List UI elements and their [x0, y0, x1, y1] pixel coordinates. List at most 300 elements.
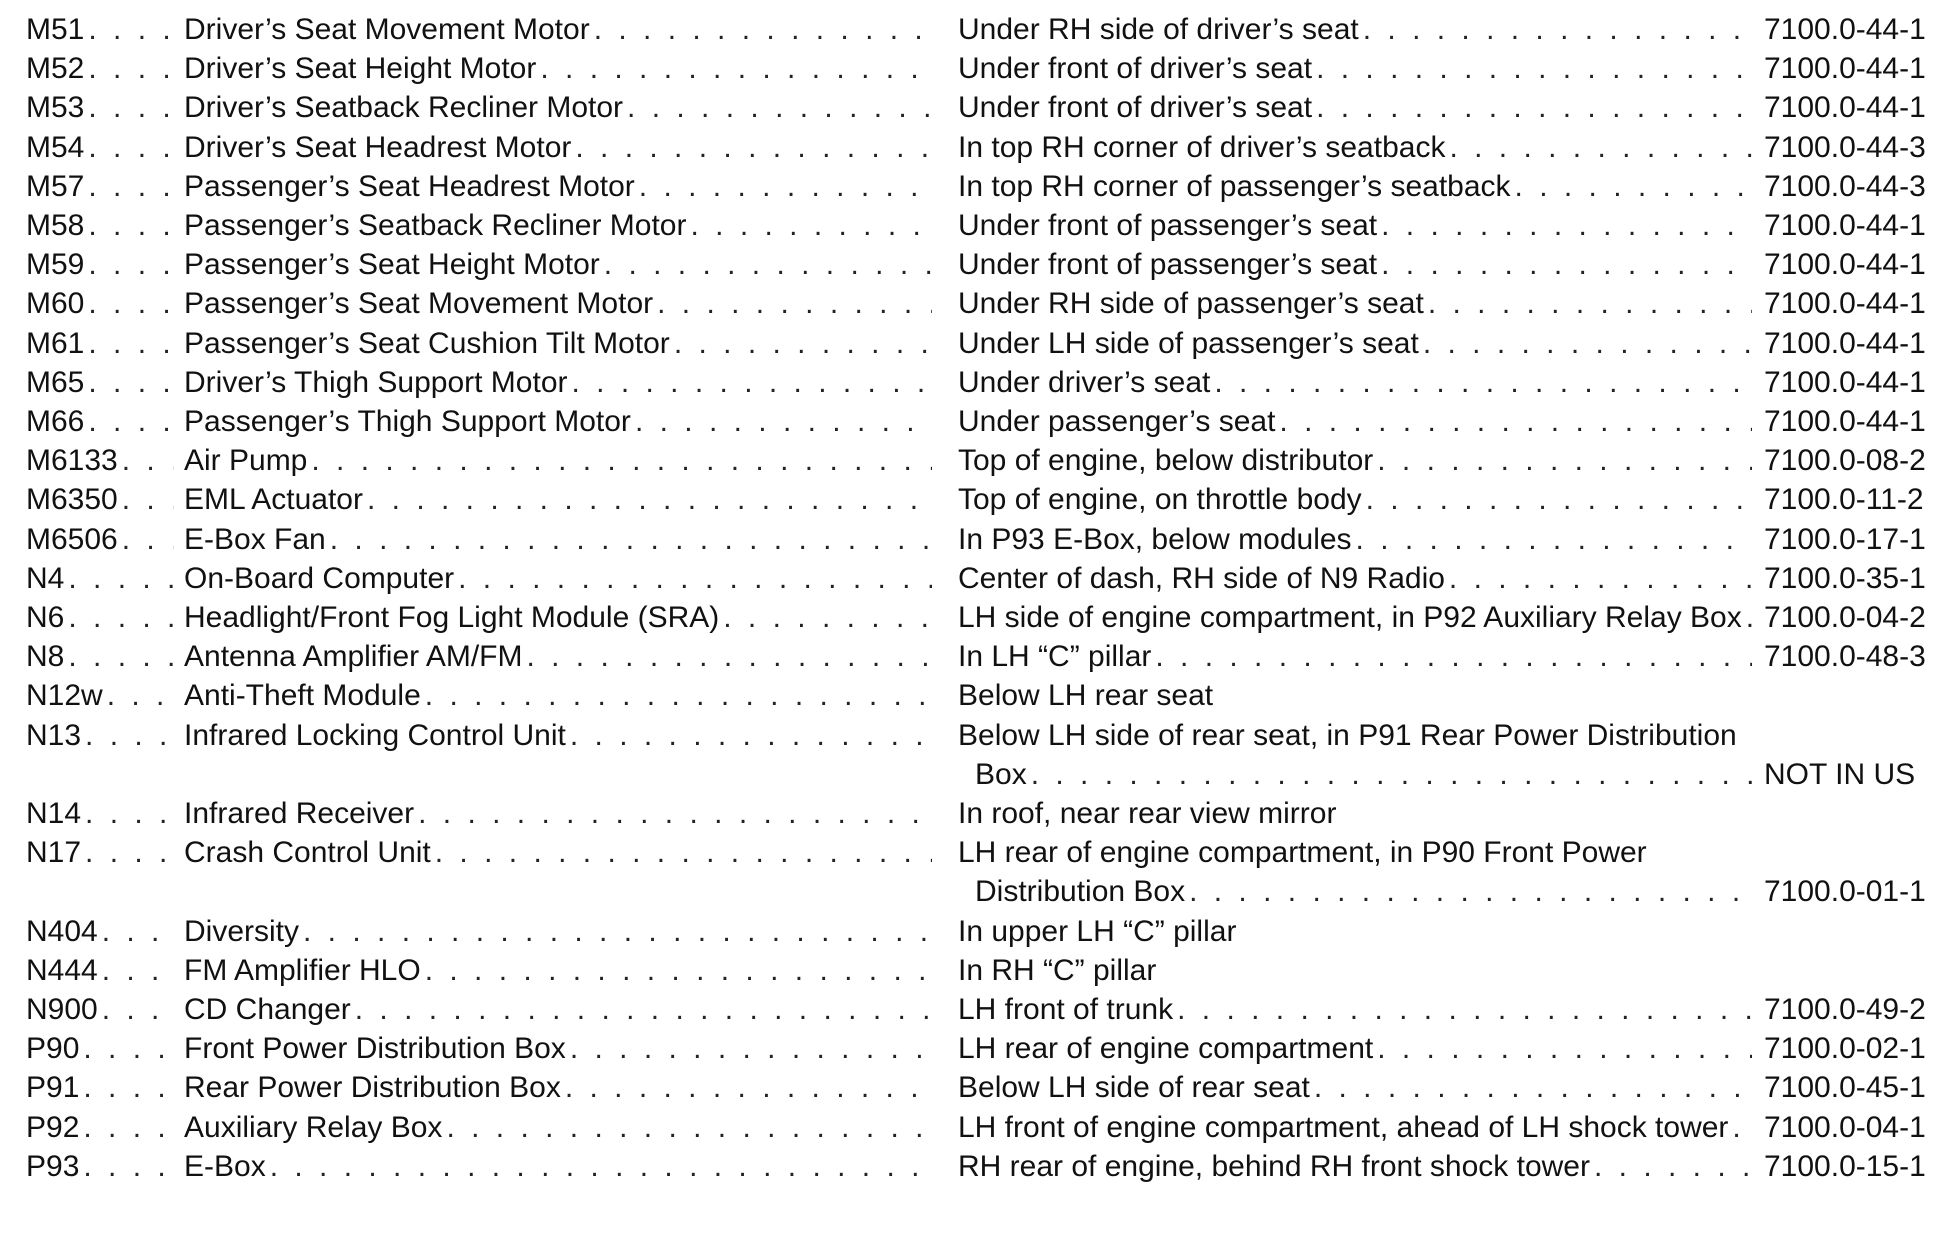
dot-leader [1377, 441, 1752, 480]
component-name-cell [184, 88, 938, 127]
component-name: Driver’s Seat Movement Motor [184, 13, 590, 46]
dot-leader [1366, 480, 1752, 519]
component-location: Under LH side of passenger’s seat [958, 326, 1419, 360]
component-code-cell [26, 245, 180, 284]
dot-leader [723, 598, 932, 637]
dot-leader [1377, 1029, 1752, 1068]
component-code: N900 [26, 993, 98, 1026]
wiring-reference: 7100.0-04-2 [1764, 601, 1926, 634]
dot-leader [1214, 363, 1752, 402]
component-location-cell [958, 206, 1758, 245]
component-name: Driver’s Thigh Support Motor [184, 365, 568, 399]
table-row [0, 951, 1936, 990]
dot-leader [122, 441, 174, 480]
component-code-cell [26, 676, 180, 715]
table-row [0, 206, 1936, 245]
component-location-cell [958, 637, 1758, 676]
component-code: N8 [26, 640, 65, 674]
table-row [0, 167, 1936, 206]
dot-leader [88, 363, 174, 402]
dot-leader [102, 912, 174, 951]
component-name-cell [184, 1147, 938, 1186]
wiring-reference: 7100.0-44-1 [1764, 13, 1926, 46]
dot-leader [1314, 1068, 1752, 1107]
component-name: Passenger’s Seat Height Motor [184, 248, 600, 282]
component-name: E-Box Fan [184, 522, 326, 556]
table-row [0, 1029, 1936, 1068]
component-location-cell [975, 755, 1758, 794]
dot-leader [83, 1029, 174, 1068]
component-code-cell [26, 206, 180, 245]
component-location-cell [958, 716, 1758, 755]
component-location-cell [958, 912, 1758, 951]
component-code: P92 [26, 1110, 80, 1144]
component-location-cell [958, 1147, 1758, 1186]
dot-leader [88, 324, 174, 363]
component-location-cell [958, 88, 1758, 127]
component-name-cell [184, 441, 938, 480]
wiring-reference: 7100.0-44-1 [1764, 248, 1926, 282]
component-location-cell [958, 480, 1758, 519]
dot-leader [1363, 10, 1752, 49]
component-location-cell [958, 245, 1758, 284]
table-row [0, 598, 1936, 637]
component-code: M65 [26, 365, 85, 399]
component-name-cell [184, 676, 938, 715]
dot-leader [1189, 872, 1752, 911]
component-location-cell [958, 676, 1758, 715]
dot-leader [690, 206, 932, 245]
table-row [0, 441, 1936, 480]
component-location-cell [975, 872, 1758, 911]
table-row [0, 10, 1936, 49]
component-name-cell [184, 245, 938, 284]
dot-leader [575, 128, 932, 167]
component-code: N4 [26, 561, 65, 595]
dot-leader [88, 245, 174, 284]
component-code-cell [26, 1029, 180, 1068]
component-name-cell [184, 480, 938, 519]
table-row [0, 324, 1936, 363]
dot-leader [83, 1108, 174, 1147]
component-location-cell [958, 324, 1758, 363]
table-row [0, 88, 1936, 127]
component-code: M6350 [26, 483, 118, 517]
table-row [0, 716, 1936, 755]
component-name: Infrared Locking Control Unit [184, 718, 566, 752]
table-row [0, 363, 1936, 402]
component-code: M51 [26, 13, 85, 46]
dot-leader [102, 990, 174, 1029]
component-code-cell [26, 951, 180, 990]
component-location: Under RH side of passenger’s seat [958, 287, 1424, 321]
component-code: M52 [26, 52, 85, 86]
dot-leader [1449, 128, 1752, 167]
component-code-cell [26, 49, 180, 88]
component-code-cell [26, 559, 180, 598]
component-location: LH side of engine compartment, in P92 Auxiliary Relay Box [958, 601, 1742, 634]
component-code: M59 [26, 248, 85, 282]
component-location-cell [958, 794, 1758, 833]
table-row [0, 637, 1936, 676]
component-code-cell [26, 1147, 180, 1186]
component-name-cell [184, 794, 938, 833]
dot-leader [1428, 284, 1752, 323]
component-name-cell [184, 10, 938, 49]
dot-leader [526, 637, 932, 676]
dot-leader [68, 559, 174, 598]
dot-leader [367, 480, 932, 519]
component-location: Top of engine, below distributor [958, 444, 1374, 478]
component-name-cell [184, 1108, 938, 1147]
component-name: Anti-Theft Module [184, 679, 421, 713]
dot-leader [1381, 206, 1752, 245]
component-location: Distribution Box [975, 875, 1186, 909]
component-code: M60 [26, 287, 85, 321]
component-name: EML Actuator [184, 483, 363, 517]
component-location: LH rear of engine compartment, in P90 Front Power [958, 836, 1647, 870]
component-name-cell [184, 951, 938, 990]
component-location: In RH “C” pillar [958, 953, 1157, 987]
dot-leader [604, 245, 932, 284]
dot-leader [1031, 755, 1752, 794]
dot-leader [674, 324, 932, 363]
dot-leader [1316, 49, 1752, 88]
component-code: M53 [26, 91, 85, 125]
component-code: N404 [26, 914, 98, 948]
table-row [0, 912, 1936, 951]
component-name: Infrared Receiver [184, 797, 415, 830]
table-row-continuation [0, 755, 1936, 794]
component-name: Headlight/Front Fog Light Module (SRA) [184, 601, 720, 634]
component-name: Rear Power Distribution Box [184, 1071, 561, 1105]
component-location: Below LH side of rear seat, in P91 Rear Power Distribution [958, 718, 1737, 752]
wiring-reference: 7100.0-45-1 [1764, 1071, 1926, 1105]
component-name-cell [184, 363, 938, 402]
component-name-cell [184, 402, 938, 441]
component-name: Diversity [184, 914, 300, 948]
component-code-cell [26, 794, 180, 833]
component-location-cell [958, 951, 1758, 990]
dot-leader [418, 794, 932, 833]
table-row [0, 520, 1936, 559]
component-location: LH rear of engine compartment [958, 1032, 1374, 1066]
dot-leader [435, 833, 932, 872]
component-code-cell [26, 88, 180, 127]
component-code: M6506 [26, 522, 118, 556]
component-location-cell [958, 1029, 1758, 1068]
component-location-cell [958, 167, 1758, 206]
component-name-cell [184, 324, 938, 363]
component-location: RH rear of engine, behind RH front shock tower [958, 1149, 1590, 1183]
component-name: Air Pump [184, 444, 308, 478]
component-name-cell [184, 833, 938, 872]
component-code-cell [26, 10, 180, 49]
component-name-cell [184, 1068, 938, 1107]
dot-leader [88, 49, 174, 88]
table-row [0, 833, 1936, 872]
dot-leader [270, 1147, 932, 1186]
component-code-cell [26, 716, 180, 755]
component-location: In top RH corner of driver’s seatback [958, 130, 1446, 164]
component-code: P90 [26, 1032, 80, 1066]
wiring-reference: 7100.0-44-1 [1764, 287, 1926, 321]
dot-leader [446, 1108, 932, 1147]
component-name-cell [184, 637, 938, 676]
table-row [0, 245, 1936, 284]
component-code: N17 [26, 836, 82, 870]
wiring-reference: 7100.0-11-2 [1764, 483, 1924, 517]
component-name-cell [184, 990, 938, 1029]
table-row [0, 1108, 1936, 1147]
dot-leader [88, 402, 174, 441]
dot-leader [85, 716, 174, 755]
wiring-reference: NOT IN US [1764, 757, 1916, 791]
dot-leader [88, 128, 174, 167]
component-name: Passenger’s Thigh Support Motor [184, 405, 631, 438]
component-location: Under passenger’s seat [958, 405, 1276, 438]
component-location-cell [958, 10, 1758, 49]
component-name: Driver’s Seatback Recliner Motor [184, 91, 624, 125]
component-location: In roof, near rear view mirror [958, 797, 1337, 830]
component-name: Passenger’s Seat Headrest Motor [184, 169, 635, 203]
component-location: Under front of driver’s seat [958, 52, 1313, 86]
component-code: M58 [26, 209, 85, 242]
dot-leader [627, 88, 932, 127]
component-location-cell [958, 520, 1758, 559]
wiring-reference: 7100.0-44-1 [1764, 326, 1926, 360]
wiring-reference: 7100.0-49-2 [1764, 993, 1926, 1026]
component-code-cell [26, 1108, 180, 1147]
dot-leader [565, 1068, 932, 1107]
dot-leader [88, 167, 174, 206]
dot-leader [1177, 990, 1752, 1029]
wiring-reference: 7100.0-02-1 [1764, 1032, 1926, 1066]
component-name: Driver’s Seat Height Motor [184, 52, 537, 86]
component-code-cell [26, 912, 180, 951]
component-name: Passenger’s Seat Movement Motor [184, 287, 654, 321]
component-location: Under RH side of driver’s seat [958, 13, 1359, 46]
table-row [0, 676, 1936, 715]
component-code-cell [26, 128, 180, 167]
wiring-reference: 7100.0-48-3 [1764, 640, 1926, 674]
component-location-cell [958, 1108, 1758, 1147]
component-location: Below LH rear seat [958, 679, 1214, 713]
dot-leader [88, 88, 174, 127]
dot-leader [1316, 88, 1752, 127]
component-name-cell [184, 912, 938, 951]
dot-leader [88, 284, 174, 323]
table-row [0, 794, 1936, 833]
dot-leader [122, 480, 174, 519]
component-location-cell [958, 990, 1758, 1029]
dot-leader [1515, 167, 1752, 206]
dot-leader [1356, 520, 1752, 559]
dot-leader [68, 598, 174, 637]
component-name: E-Box [184, 1149, 266, 1183]
component-name: Driver’s Seat Headrest Motor [184, 130, 572, 164]
component-name: FM Amplifier HLO [184, 953, 421, 987]
component-code-cell [26, 324, 180, 363]
dot-leader [102, 951, 174, 990]
component-location: Under front of passenger’s seat [958, 209, 1378, 242]
component-name-cell [184, 128, 938, 167]
wiring-reference: 7100.0-44-3 [1764, 130, 1926, 164]
wiring-reference: 7100.0-17-1 [1764, 522, 1926, 556]
component-code-cell [26, 441, 180, 480]
table-row [0, 480, 1936, 519]
table-row [0, 559, 1936, 598]
wiring-reference: 7100.0-44-1 [1764, 52, 1926, 86]
component-code-cell [26, 598, 180, 637]
component-location-cell [958, 49, 1758, 88]
dot-leader [594, 10, 932, 49]
component-code-cell [26, 520, 180, 559]
dot-leader [83, 1068, 174, 1107]
component-code: N6 [26, 601, 65, 634]
wiring-reference: 7100.0-44-1 [1764, 365, 1926, 399]
dot-leader [1279, 402, 1752, 441]
wiring-reference: 7100.0-04-1 [1764, 1110, 1926, 1144]
component-code-cell [26, 637, 180, 676]
component-location: In top RH corner of passenger’s seatback [958, 169, 1511, 203]
dot-leader [1732, 1108, 1752, 1147]
dot-leader [1381, 245, 1752, 284]
table-row [0, 49, 1936, 88]
dot-leader [572, 363, 933, 402]
dot-leader [1423, 324, 1752, 363]
component-code-cell [26, 480, 180, 519]
component-location-cell [958, 598, 1758, 637]
component-code-cell [26, 284, 180, 323]
component-location: LH front of trunk [958, 993, 1174, 1026]
component-code-cell [26, 167, 180, 206]
dot-leader [570, 716, 932, 755]
component-name-cell [184, 206, 938, 245]
dot-leader [425, 676, 932, 715]
component-location: Top of engine, on throttle body [958, 483, 1362, 517]
wiring-reference: 7100.0-35-1 [1764, 561, 1926, 595]
component-location: In LH “C” pillar [958, 640, 1152, 674]
component-name-cell [184, 167, 938, 206]
component-name: Passenger’s Seat Cushion Tilt Motor [184, 326, 670, 360]
component-location: Center of dash, RH side of N9 Radio [958, 561, 1445, 595]
dot-leader [657, 284, 932, 323]
component-code: P91 [26, 1071, 80, 1105]
table-row-continuation [0, 872, 1936, 911]
component-code-cell [26, 402, 180, 441]
component-location-cell [958, 128, 1758, 167]
component-location: Below LH side of rear seat [958, 1071, 1310, 1105]
component-location: Under front of passenger’s seat [958, 248, 1378, 282]
table-row [0, 128, 1936, 167]
component-location-cell [958, 402, 1758, 441]
dot-leader [355, 990, 932, 1029]
dot-leader [122, 520, 174, 559]
component-name: On-Board Computer [184, 561, 455, 595]
component-location-cell [958, 284, 1758, 323]
dot-leader [330, 520, 932, 559]
dot-leader [635, 402, 932, 441]
component-code: M54 [26, 130, 85, 164]
component-location-cell [958, 559, 1758, 598]
component-name: Crash Control Unit [184, 836, 431, 870]
dot-leader [639, 167, 932, 206]
table-row [0, 990, 1936, 1029]
component-code: M6133 [26, 444, 118, 478]
dot-leader [458, 559, 932, 598]
component-name: CD Changer [184, 993, 351, 1026]
dot-leader [1155, 637, 1752, 676]
component-name: Auxiliary Relay Box [184, 1110, 443, 1144]
wiring-reference: 7100.0-01-1 [1764, 875, 1926, 909]
dot-leader [83, 1147, 174, 1186]
component-code: N12w [26, 679, 103, 713]
component-name: Front Power Distribution Box [184, 1032, 566, 1066]
component-location-cell [958, 363, 1758, 402]
dot-leader [85, 833, 174, 872]
component-code: M57 [26, 169, 85, 203]
component-name-cell [184, 1029, 938, 1068]
component-name: Passenger’s Seatback Recliner Motor [184, 209, 687, 242]
dot-leader [1746, 598, 1752, 637]
component-code: M61 [26, 326, 85, 360]
component-name-cell [184, 598, 938, 637]
component-code: N444 [26, 953, 98, 987]
component-code: P93 [26, 1149, 80, 1183]
dot-leader [85, 794, 174, 833]
component-code-cell [26, 990, 180, 1029]
component-code-cell [26, 833, 180, 872]
component-location: LH front of engine compartment, ahead of LH shock tower [958, 1110, 1729, 1144]
wiring-reference: 7100.0-44-3 [1764, 169, 1926, 203]
dot-leader [88, 10, 174, 49]
table-row [0, 284, 1936, 323]
dot-leader [570, 1029, 932, 1068]
dot-leader [107, 676, 174, 715]
component-location: Under front of driver’s seat [958, 91, 1313, 125]
dot-leader [1449, 559, 1752, 598]
component-code: N13 [26, 718, 82, 752]
dot-leader [425, 951, 932, 990]
table-row [0, 402, 1936, 441]
wiring-reference: 7100.0-44-1 [1764, 405, 1926, 438]
component-code-cell [26, 1068, 180, 1107]
component-location: In P93 E-Box, below modules [958, 522, 1352, 556]
component-code: N14 [26, 797, 82, 830]
component-location-cell [958, 441, 1758, 480]
dot-leader [540, 49, 932, 88]
table-row [0, 1147, 1936, 1186]
component-name-cell [184, 520, 938, 559]
component-name-cell [184, 49, 938, 88]
component-name-cell [184, 716, 938, 755]
component-code-cell [26, 363, 180, 402]
wiring-reference: 7100.0-08-2 [1764, 444, 1926, 478]
component-code: M66 [26, 405, 85, 438]
dot-leader [311, 441, 932, 480]
wiring-reference: 7100.0-44-1 [1764, 209, 1926, 242]
component-location-cell [958, 1068, 1758, 1107]
component-location: Under driver’s seat [958, 365, 1211, 399]
wiring-reference: 7100.0-44-1 [1764, 91, 1926, 125]
component-location: In upper LH “C” pillar [958, 914, 1237, 948]
component-name-cell [184, 284, 938, 323]
dot-leader [303, 912, 932, 951]
component-location: Box [975, 757, 1027, 791]
component-name: Antenna Amplifier AM/FM [184, 640, 523, 674]
component-name-cell [184, 559, 938, 598]
